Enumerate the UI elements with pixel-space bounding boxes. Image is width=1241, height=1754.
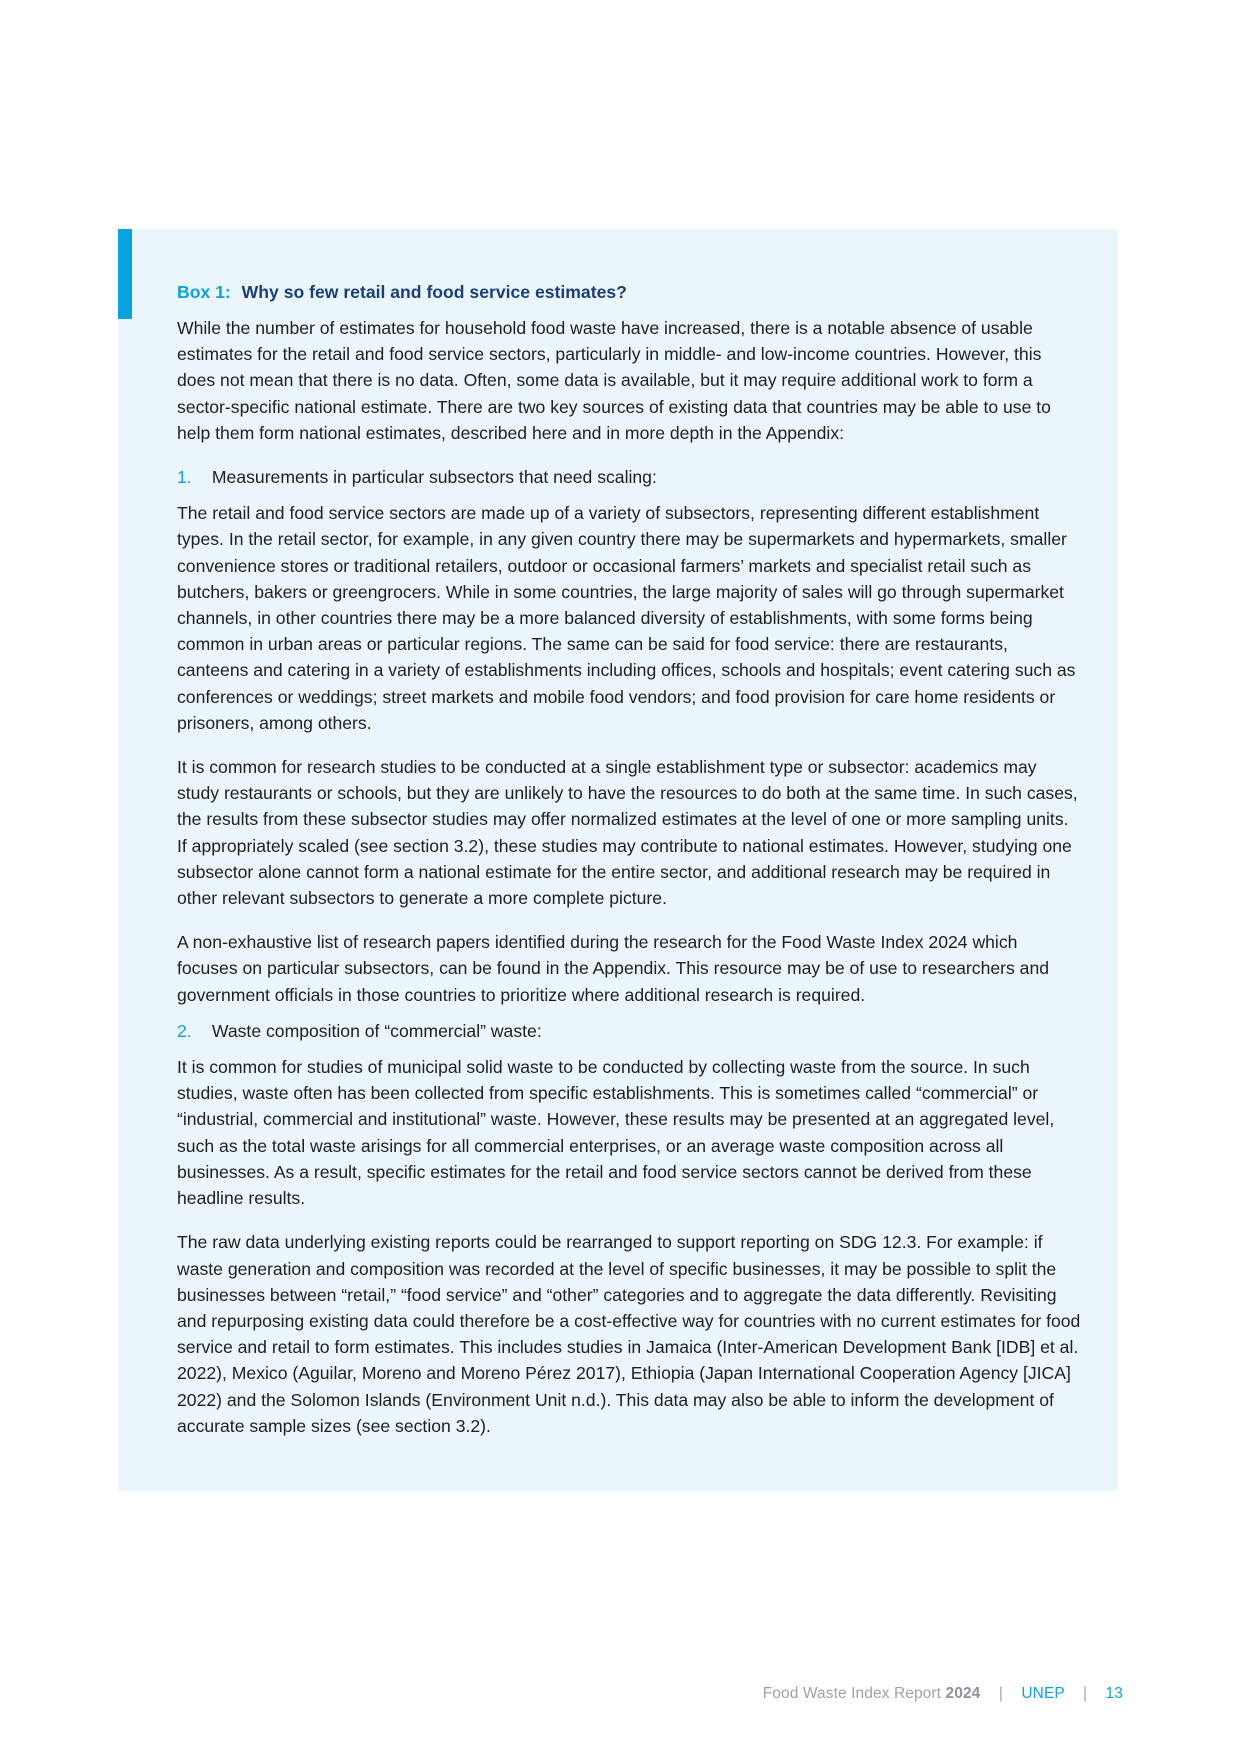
box-1 — [118, 229, 1118, 1491]
footer-separator: | — [998, 1685, 1003, 1702]
box-title — [177, 279, 1082, 305]
paragraph: It is common for studies of municipal solid waste to be conducted by collecting waste from the source. In such studies, waste often has been collected from specific establishments. This is sometimes called “commercial” or “industrial, commercial and institutional” waste. However, these results may be presented at an aggregated level, such as the total waste arisings for all commercial enterprises, or an average waste composition across all businesses. As a result, specific estimates for the retail and food service sectors cannot be derived from these headline results. — [177, 1057, 1055, 1209]
list-heading: Waste composition of “commercial” waste: — [211, 1020, 542, 1041]
paragraph: A non-exhaustive list of research papers identified during the research for the Food Waste Index 2024 which focuses on particular subsectors, can be found in the Appendix. This resource may be of use to researchers and government officials in those countries to prioritize where additional research is required. — [177, 932, 1050, 1005]
paragraph: The raw data underlying existing reports could be rearranged to support reporting on SDG 12.3. For example: if waste generation and composition was recorded at the level of specific businesses, it may be possible to split the businesses between “retail,” “food service” and “other” categories and to aggregate the data differently. Revisiting and repurposing existing data could therefore be a cost-effective way for countries with no current estimates for food service and retail to form estimates. This includes studies in Jamaica (Inter-American Development Bank [IDB] et al. 2022), Mexico (Aguilar, Moreno and Moreno Pérez 2017), Ethiopia (Japan International Cooperation Agency [JICA] 2022) and the Solomon Islands (Environment Unit n.d.). This data may also be able to inform the development of accurate sample sizes (see section 3.2). — [177, 1232, 1081, 1436]
footer-org: UNEP — [1021, 1685, 1065, 1702]
intro-paragraph: While the number of estimates for household food waste have increased, there is a notable absence of usable estimates for the retail and food service sectors, particularly in middle- and low-income countries. However, this does not mean that there is no data. Often, some data is available, but it may require additional work to form a sector-specific national estimate. There are two key sources of existing data that countries may be able to use to help them form national estimates, described here and in more depth in the Appendix: — [177, 318, 1051, 443]
box-content — [177, 279, 1082, 1457]
accent-bar — [118, 229, 132, 319]
paragraph: The retail and food service sectors are made up of a variety of subsectors, representing different establishment types. In the retail sector, for example, in any given country there may be supermarkets and hypermarkets, smaller convenience stores or traditional retailers, outdoor or occasional farmers’ markets and specialist retail such as butchers, bakers or greengrocers. While in some countries, the large majority of sales will go through supermarket channels, in other countries there may be a more balanced diversity of establishments, with some forms being common in urban areas or particular regions. The same can be said for food service: there are restaurants, canteens and catering in a variety of establishments including offices, schools and hospitals; event catering such as conferences or weddings; street markets and mobile food vendors; and food provision for care home residents or prisoners, among others. — [177, 503, 1076, 733]
list-number: 2. — [177, 1020, 192, 1041]
footer-year: 2024 — [945, 1685, 981, 1702]
paragraph: It is common for research studies to be conducted at a single establishment type or subsector: academics may study restaurants or schools, but they are unlikely to have the resources to do both at the same time. In such cases, the results from these subsector studies may offer normalized estimates at the level of one or more sampling units. If appropriately scaled (see section 3.2), these studies may contribute to national estimates. However, studying one subsector alone cannot form a national estimate for the entire sector, and additional research may be required in other relevant subsectors to generate a more complete picture. — [177, 757, 1078, 909]
list-number: 1. — [177, 467, 192, 488]
footer-separator: | — [1082, 1685, 1088, 1702]
list-heading: Measurements in particular subsectors that need scaling: — [211, 467, 657, 488]
list-item-1 — [177, 464, 1082, 490]
box-label: Box 1: — [177, 282, 231, 302]
list-item-2 — [177, 1018, 1082, 1044]
page-footer — [763, 1685, 1123, 1703]
footer-report-title: Food Waste Index Report — [762, 1685, 942, 1702]
page-number: 13 — [1105, 1685, 1123, 1702]
box-title-text: Why so few retail and food service estimates? — [241, 282, 627, 302]
